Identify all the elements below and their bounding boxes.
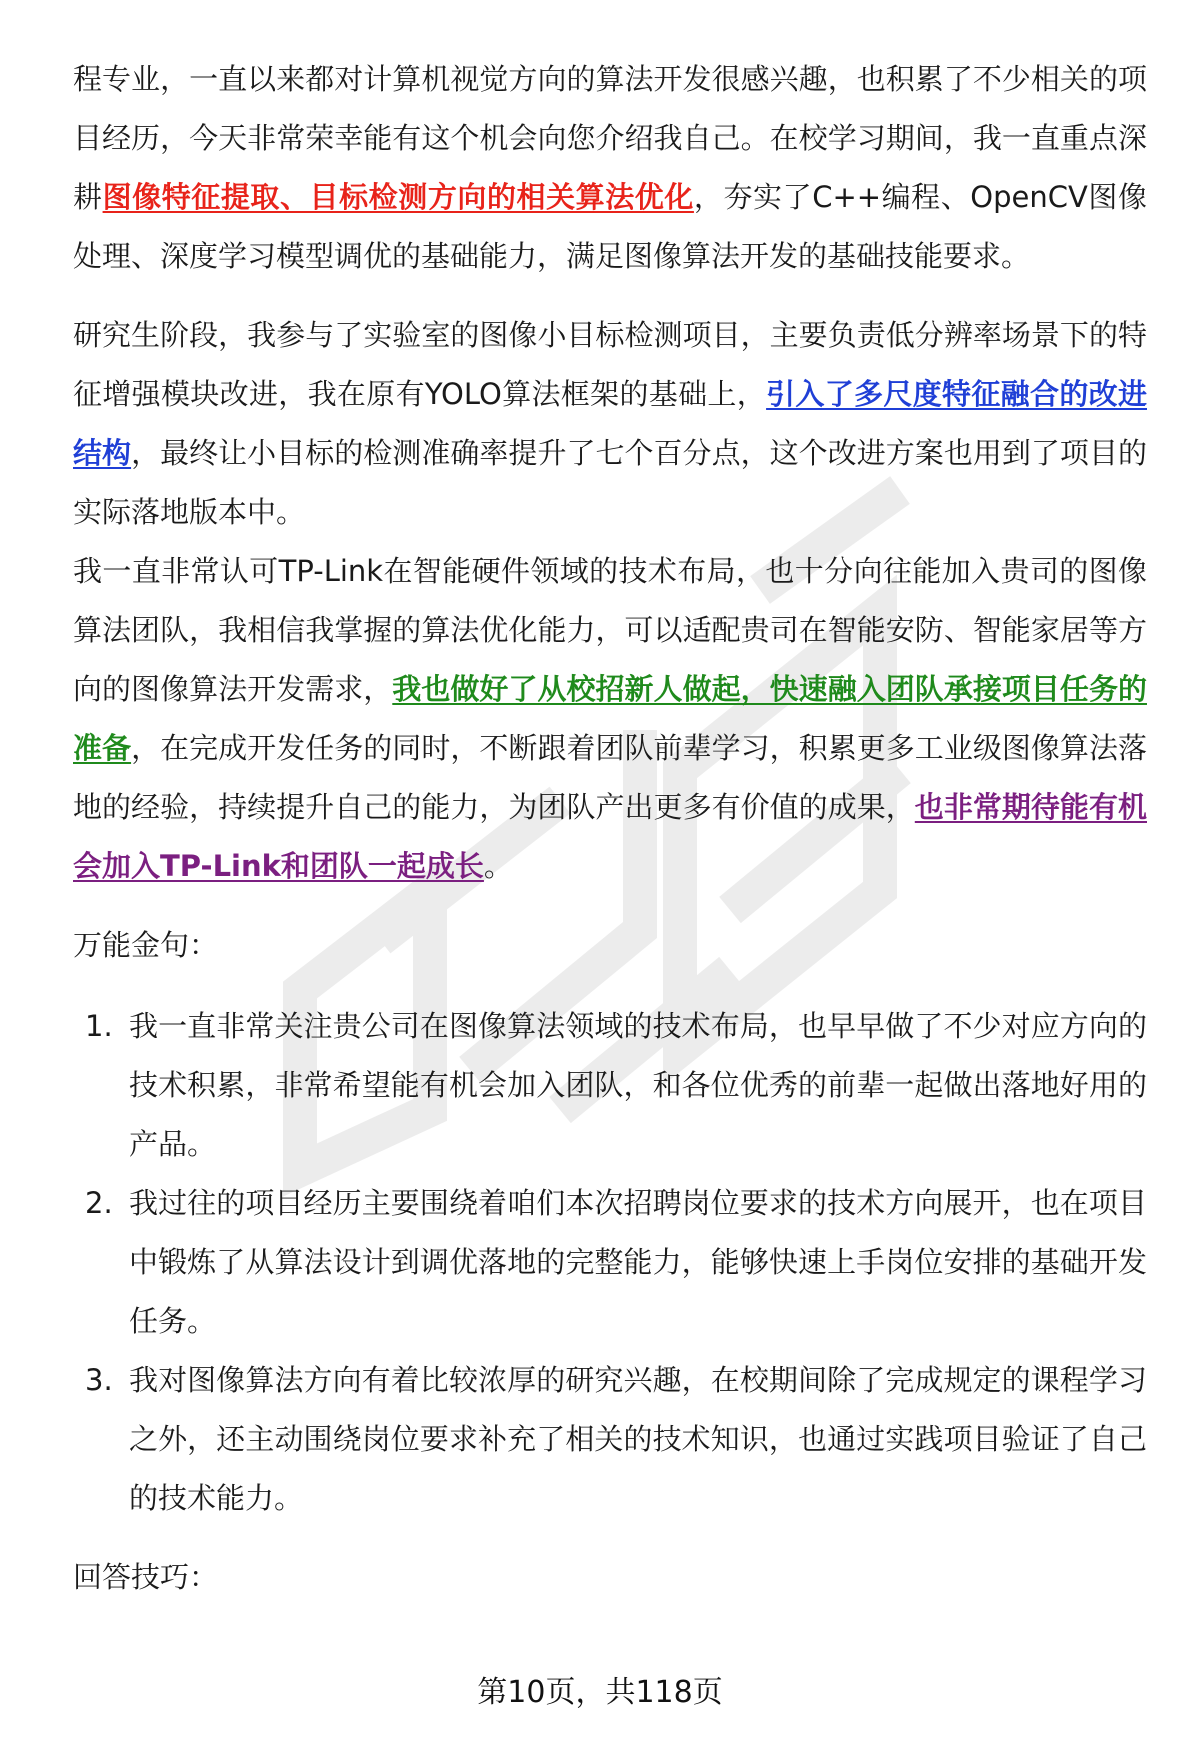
highlight-red-text: 图像特征提取、目标检测方向的相关算法优化 bbox=[102, 180, 694, 214]
research-text: 研究生阶段，我参与了实验室的图像小目标检测项目，主要负责低分辨率场景下的特征增强模块改进，我在原有YOLO算法框架的基础上， bbox=[73, 318, 1147, 411]
answer-tips-title: 回答技巧： bbox=[73, 1560, 219, 1594]
list-number: 2. bbox=[85, 1186, 113, 1220]
research-paragraph bbox=[73, 306, 1147, 542]
highlight-purple-text: 也非常期待能有机会加入TP-Link和团队一起成长 bbox=[73, 790, 1147, 883]
list-item bbox=[73, 997, 1147, 1174]
list-item bbox=[73, 1174, 1147, 1351]
list-item-text: 我一直非常关注贵公司在图像算法领域的技术布局，也早早做了不少对应方向的技术积累，非常希望能有机会加入团队，和各位优秀的前辈一起做出落地好用的产品。 bbox=[129, 1009, 1147, 1161]
golden-sentences-list bbox=[73, 997, 1147, 1528]
highlight-green-text: 我也做好了从校招新人做起，快速融入团队承接项目任务的准备 bbox=[73, 672, 1147, 765]
highlight-blue-text: 引入了多尺度特征融合的改进结构 bbox=[73, 377, 1147, 470]
list-item-text: 我过往的项目经历主要围绕着咱们本次招聘岗位要求的技术方向展开，也在项目中锻炼了从算法设计到调优落地的完整能力，能够快速上手岗位安排的基础开发任务。 bbox=[129, 1186, 1147, 1338]
list-number: 3. bbox=[85, 1363, 113, 1397]
motivation-paragraph bbox=[73, 542, 1147, 896]
golden-sentences-title: 万能金句： bbox=[73, 928, 219, 962]
intro-paragraph bbox=[73, 50, 1147, 286]
research-text-end: ，最终让小目标的检测准确率提升了七个百分点，这个改进方案也用到了项目的实际落地版本中。 bbox=[73, 436, 1147, 529]
document-body bbox=[73, 50, 1147, 1607]
list-item-text: 我对图像算法方向有着比较浓厚的研究兴趣，在校期间除了完成规定的课程学习之外，还主动围绕岗位要求补充了相关的技术知识，也通过实践项目验证了自己的技术能力。 bbox=[129, 1363, 1147, 1515]
list-number: 1. bbox=[85, 1009, 113, 1043]
motivation-text: 我一直非常认可TP-Link在智能硬件领域的技术布局，也十分向往能加入贵司的图像算法团队，我相信我掌握的算法优化能力，可以适配贵司在智能安防、智能家居等方向的图像算法开发需求， bbox=[73, 554, 1147, 706]
list-item bbox=[73, 1351, 1147, 1528]
page-number: 第10页，共118页 bbox=[477, 1675, 723, 1710]
motivation-text-middle: ，在完成开发任务的同时，不断跟着团队前辈学习，积累更多工业级图像算法落地的经验，持续提升自己的能力，为团队产出更多有价值的成果， bbox=[73, 731, 1147, 824]
intro-text: 程专业，一直以来都对计算机视觉方向的算法开发很感兴趣，也积累了不少相关的项目经历，今天非常荣幸能有这个机会向您介绍我自己。在校学习期间，我一直重点深耕 bbox=[73, 62, 1147, 214]
intro-text-end: ，夯实了C++编程、OpenCV图像处理、深度学习模型调优的基础能力，满足图像算法开发的基础技能要求。 bbox=[73, 180, 1147, 273]
motivation-text-end: 。 bbox=[483, 849, 513, 883]
